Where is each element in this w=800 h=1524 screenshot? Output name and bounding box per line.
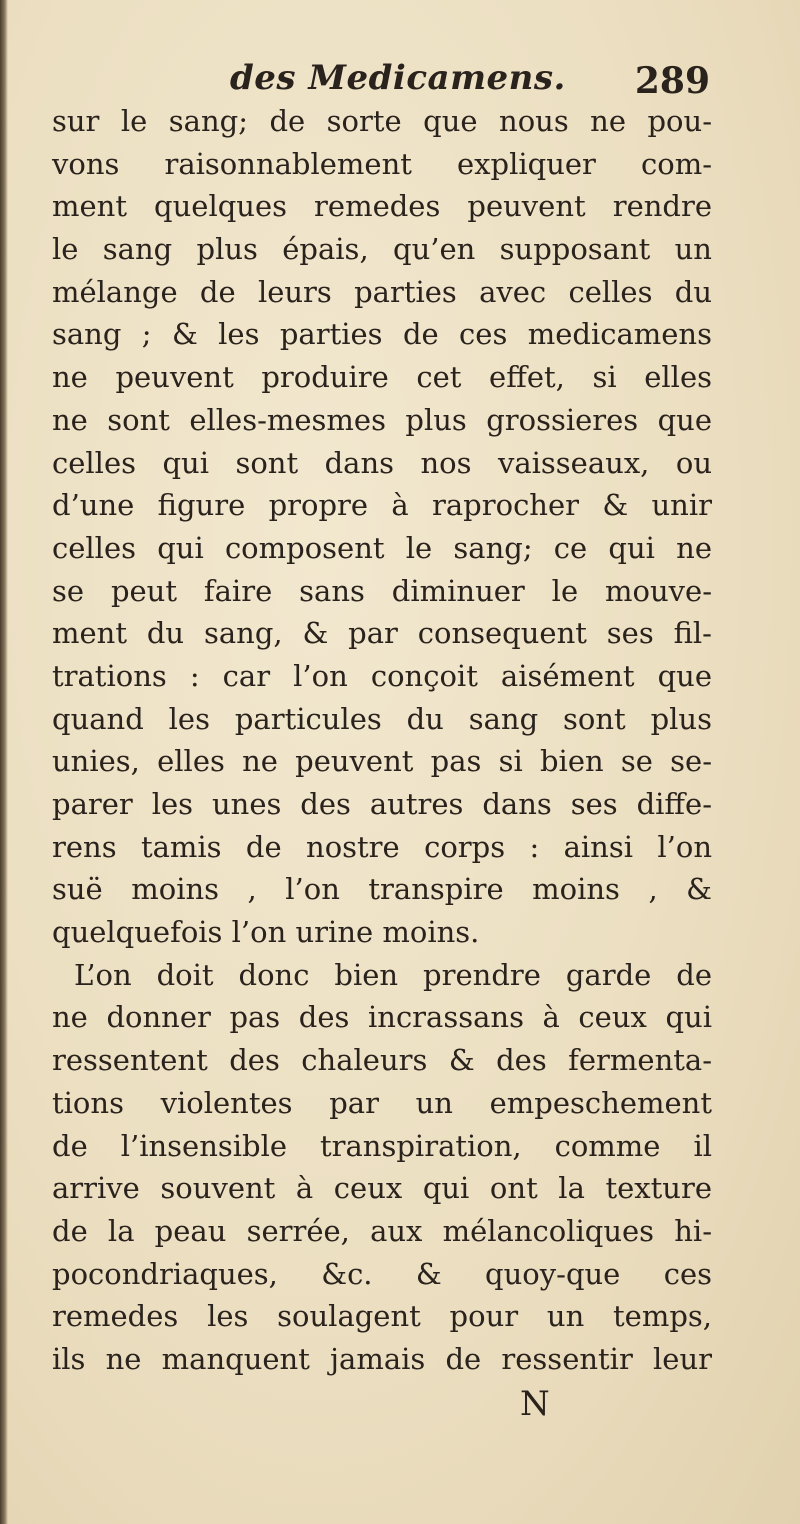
text-line: ne peuvent produire cet effet, si elles <box>52 360 712 395</box>
text-line: trations : car l’on conçoit aisément que <box>52 658 712 693</box>
text-line: sur le sang; de sorte que nous ne pou- <box>52 104 712 138</box>
text-line: tions violentes par un empeschement <box>52 1085 712 1120</box>
signature-mark: N <box>520 1384 550 1424</box>
text-line: pocondriaques, &c. & quoy-que ces <box>52 1256 712 1291</box>
text-line: se peut faire sans diminuer le mouve- <box>52 573 712 608</box>
text-line: celles qui sont dans nos vaisseaux, ou <box>52 445 712 480</box>
text-line: suë moins , l’on transpire moins , & <box>52 872 712 907</box>
paragraph-start-line: L’on doit donc bien prendre garde de <box>74 957 712 992</box>
text-line: celles qui composent le sang; ce qui ne <box>52 530 712 565</box>
paragraph-end-line: quelquefois l’on urine moins. <box>52 915 480 950</box>
text-line: unies, elles ne peuvent pas si bien se se- <box>52 744 712 779</box>
text-line: quand les particules du sang sont plus <box>52 701 712 736</box>
page-number: 289 <box>634 60 710 102</box>
text-line: parer les unes des autres dans ses diffe- <box>52 787 712 821</box>
text-line: de l’insensible transpiration, comme il <box>52 1128 712 1163</box>
text-line: d’une figure propre à raprocher & unir <box>52 488 712 523</box>
text-line: ils ne manquent jamais de ressentir leur <box>52 1341 712 1376</box>
text-line: ne sont elles-mesmes plus grossieres que <box>52 402 712 437</box>
text-line: rens tamis de nostre corps : ainsi l’on <box>52 829 712 864</box>
text-line: ne donner pas des incrassans à ceux qui <box>52 1000 712 1035</box>
text-line: ment du sang, & par consequent ses fil- <box>52 616 712 651</box>
text-line: arrive souvent à ceux qui ont la texture <box>52 1171 712 1206</box>
text-line: de la peau serrée, aux mélancoliques hi- <box>52 1213 712 1248</box>
running-title: des Medicamens. <box>230 58 566 98</box>
text-line: le sang plus épais, qu’en supposant un <box>52 232 712 267</box>
text-line: vons raisonnablement expliquer com- <box>52 146 712 181</box>
text-line: remedes les soulagent pour un temps, <box>52 1299 712 1334</box>
body-text <box>52 100 712 1381</box>
text-line: mélange de leurs parties avec celles du <box>52 274 712 309</box>
text-line: ment quelques remedes peuvent rendre <box>52 189 712 224</box>
text-line: ressentent des chaleurs & des fermenta- <box>52 1043 712 1078</box>
text-line: sang ; & les parties de ces medicamens <box>52 317 712 352</box>
page-binding-edge <box>0 0 8 1524</box>
